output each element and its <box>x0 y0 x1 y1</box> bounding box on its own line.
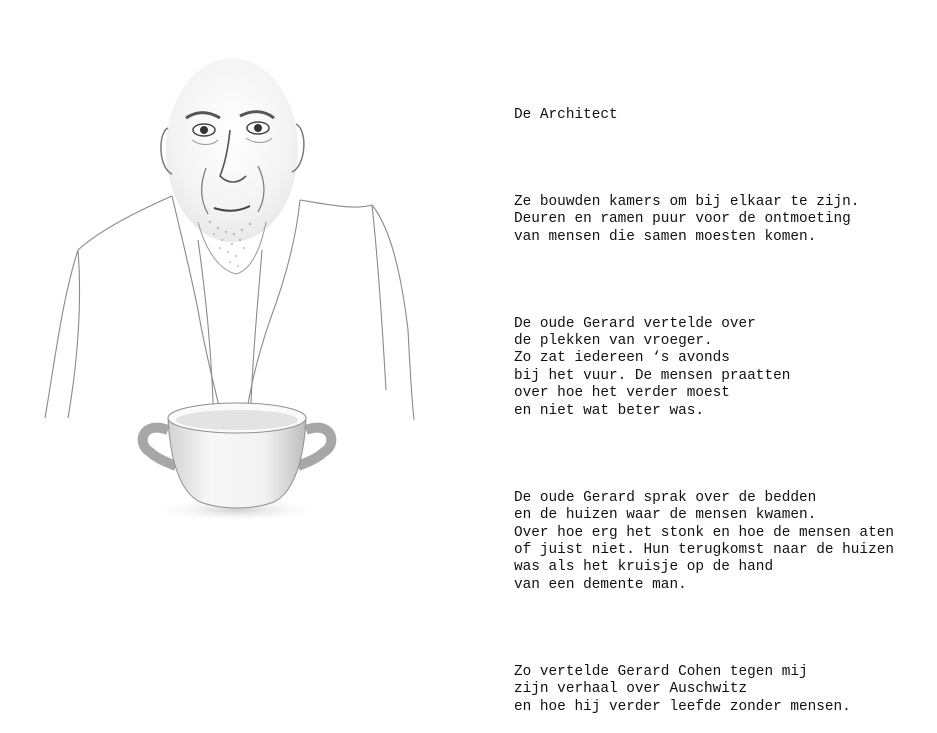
poem-stanza-1 <box>514 194 924 246</box>
poem-line: was als het kruisje op de hand <box>514 559 774 576</box>
poem-line: en niet wat beter was. <box>514 402 704 419</box>
poem-line: en de huizen waar de mensen kwamen. <box>514 507 817 524</box>
poem-line: De oude Gerard vertelde over <box>514 315 756 332</box>
poem-line: over hoe het verder moest <box>514 385 730 402</box>
poem-line: Ze bouwden kamers om bij elkaar te zijn. <box>514 193 860 210</box>
poem-line: van mensen die samen moesten komen. <box>514 228 817 245</box>
poem <box>514 72 924 733</box>
poem-stanza-3 <box>514 490 924 594</box>
poem-line: bij het vuur. De mensen praatten <box>514 367 791 384</box>
poem-stanza-4 <box>514 664 924 716</box>
portrait-illustration <box>0 0 470 600</box>
poem-stanza-2 <box>514 316 924 420</box>
poem-line: zijn verhaal over Auschwitz <box>514 681 748 698</box>
poem-line: en hoe hij verder leefde zonder mensen. <box>514 698 851 715</box>
poem-title: De Architect <box>514 106 618 123</box>
poem-line: Deuren en ramen puur voor de ontmoeting <box>514 211 851 228</box>
poem-line: van een demente man. <box>514 576 687 593</box>
poem-line: De oude Gerard sprak over de bedden <box>514 489 817 506</box>
poem-line: Over hoe erg het stonk en hoe de mensen aten <box>514 524 894 541</box>
soup-cup <box>143 403 332 522</box>
poem-line: de plekken van vroeger. <box>514 333 713 350</box>
poem-line: Zo zat iedereen ‘s avonds <box>514 350 730 367</box>
poem-line: of juist niet. Hun terugkomst naar de huizen <box>514 541 894 558</box>
poem-line: Zo vertelde Gerard Cohen tegen mij <box>514 663 808 680</box>
